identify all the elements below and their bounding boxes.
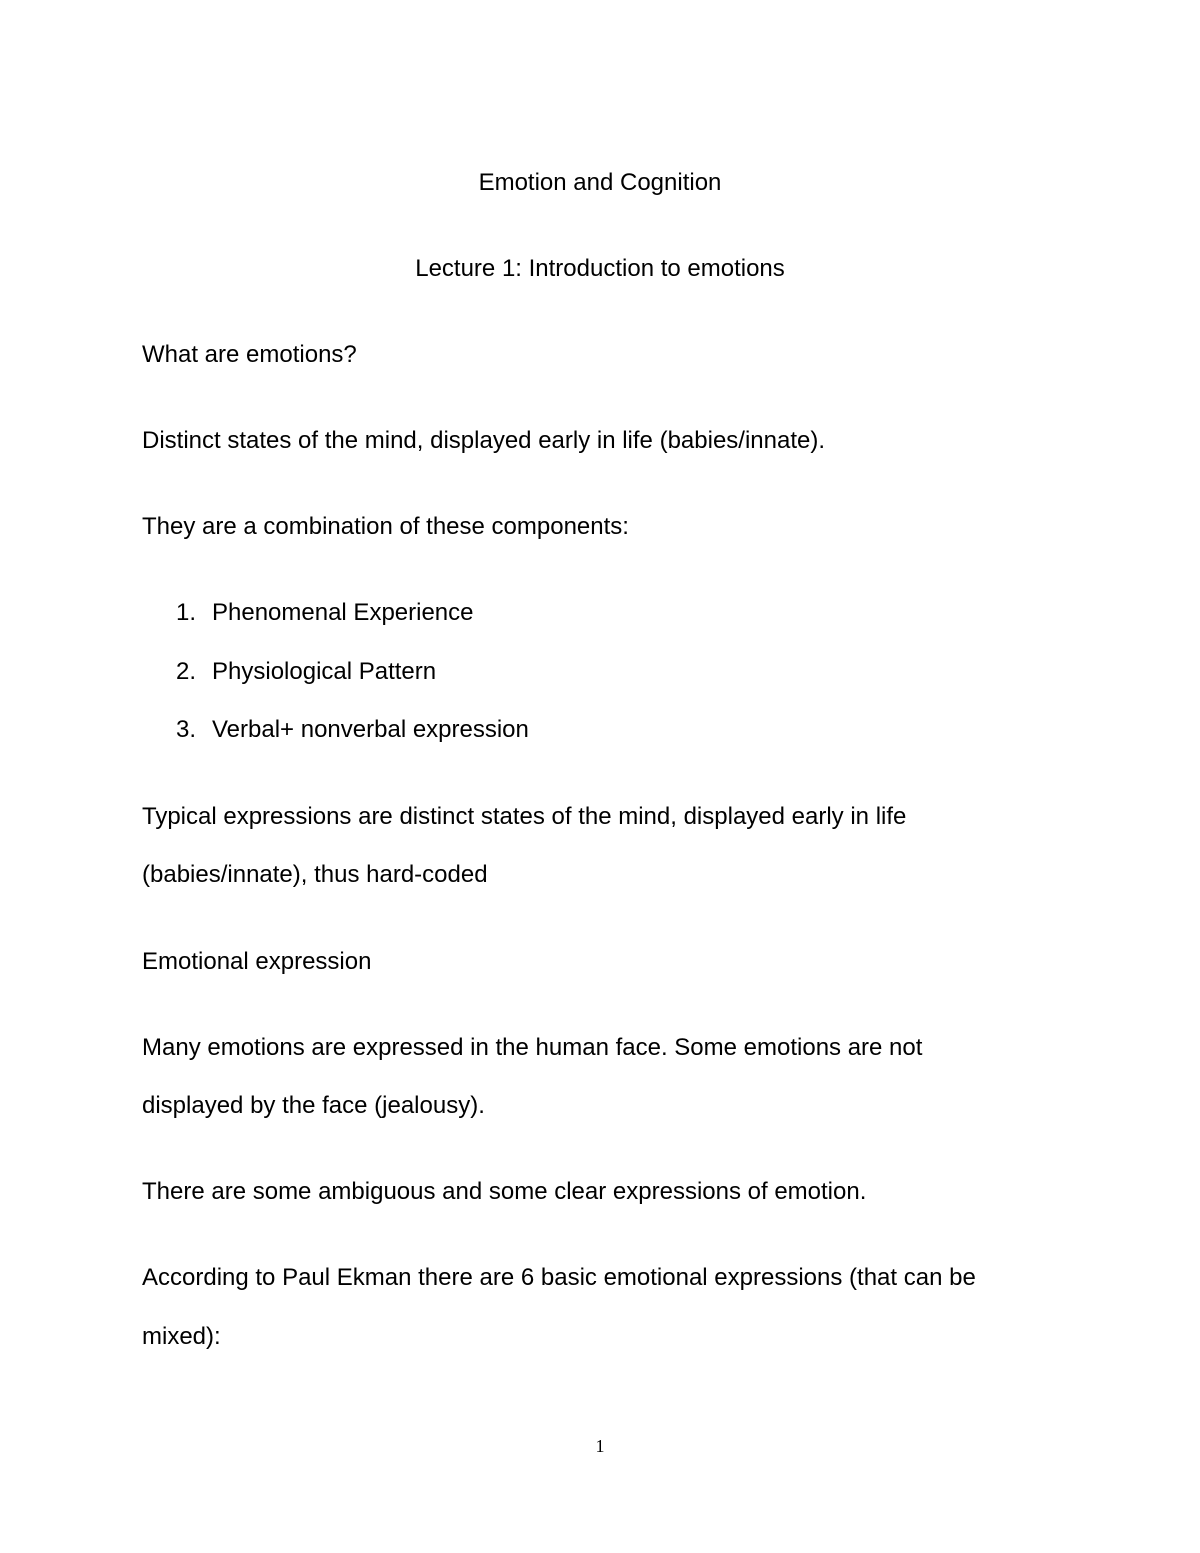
list-item-number: 3.: [176, 716, 197, 743]
paragraph-typical-line-1: Typical expressions are distinct states of the mind, displayed early in life: [142, 803, 907, 830]
paragraph-face-line-1: Many emotions are expressed in the human face. Some emotions are not: [142, 1034, 923, 1061]
paragraph-components-intro: They are a combination of these components:: [142, 513, 629, 540]
list-item-text: Verbal+ nonverbal expression: [212, 716, 529, 743]
paragraph-distinct-states: Distinct states of the mind, displayed early in life (babies/innate).: [142, 427, 826, 454]
document-title: Emotion and Cognition: [478, 169, 722, 196]
list-item-number: 2.: [176, 658, 197, 685]
heading-what-are-emotions: What are emotions?: [142, 341, 357, 368]
lecture-subtitle: Lecture 1: Introduction to emotions: [415, 255, 785, 282]
list-item-text: Physiological Pattern: [212, 658, 437, 685]
paragraph-ambiguous: There are some ambiguous and some clear expressions of emotion.: [142, 1178, 867, 1205]
paragraph-ekman-line-2: mixed):: [142, 1323, 221, 1350]
paragraph-ekman-line-1: According to Paul Ekman there are 6 basic emotional expressions (that can be: [142, 1264, 976, 1291]
heading-emotional-expression: Emotional expression: [142, 948, 372, 975]
list-item-text: Phenomenal Experience: [212, 599, 474, 626]
page-number: 1: [595, 1436, 605, 1456]
paragraph-typical-line-2: (babies/innate), thus hard-coded: [142, 861, 488, 888]
paragraph-face-line-2: displayed by the face (jealousy).: [142, 1092, 485, 1119]
list-item-number: 1.: [176, 599, 197, 626]
